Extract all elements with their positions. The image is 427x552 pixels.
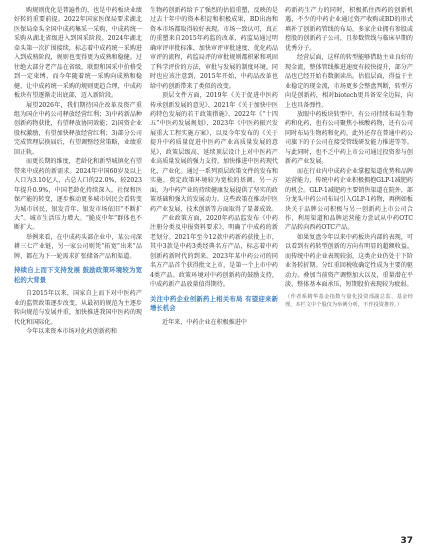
section-heading: 关注中药企业创新药上相关布局 有望迎来新增长机会 xyxy=(150,294,278,313)
author-note: （作者系精华基金指数与量化投资部副总监、基金经理，本栏文中个股仅为举例分析，不作投资推荐。） xyxy=(285,293,413,309)
section-heading: 持续自上而下支持发展 鼓励政策环境较为宽松的大背景 xyxy=(14,266,142,284)
paragraph: 药新药生产力的同时，积极抓住西药的创新机遇，不少的中药企业通过资产收购或BD的形式填补了创新药管线的布局，多家企业拥有参股或控股的创新药子公司，且参数管线与临床早期的优秀分子。 xyxy=(285,7,413,52)
paragraph: 产业政策方面，2020年药品监发布《中药注册分类及申报资料要求》，明确了中成药的新老划分。2021年至今12款中药新药获批上市，其中3款是中药3类经典名方产品，标志着中药创新药新时代的到来。2023年某中药公司的同名方产品首个获得批文上市，是第一个上市中药4类产品。政策环境对中药创新药的鼓励支持，中成药新产品放量值得期待。 xyxy=(150,214,278,289)
column-3 xyxy=(285,6,413,310)
paragraph: 顶层文件方面，2019年《关于促进中医药传承创新发展的意见》、2021年《关于加快中医药特色发展的若干政策措施》、2022年《“十四五”中医药发展规划》、2023年《中医药振兴发展重大工程实施方案》，以及今年发布的《关于提升中药质量促进中医药产业高质量发展的意见》，政策层级高，延续顶层设计上对中医药产业高质量发展的强力支持，加快推进中医药现代化、产业化。通过一系列顶层政策文件的发布和实施，奠定政策环境较为宽松的基调。另一方面，为中药产业的持续健康发展提供了坚实的政策基础和强大的发展动力。这些政策在推动中医药产业发展、技术创新等方面取得了显著成效。 xyxy=(150,92,278,213)
paragraph: 近年来，中药企业在积极推进中 xyxy=(162,318,247,326)
column-2 xyxy=(150,6,278,327)
paragraph: 展望2026年，我们期待国企改革及资产重组为国企中药公司释放经营红利；3)中药新品种创新药物获批，有望释放协同效能；2)国资企业股权激励，有望加快释放经营红利；3)部分公司完成管理层换届后，有望调整经营策略，业绩重回正轨。 xyxy=(14,101,142,156)
page-number: 37 xyxy=(400,536,413,546)
paragraph: 生物药创新药给予了强烈的估值重塑，反映的是过去十年中的资本积淀和积极成果，BD出海和资本市场都取得较好表现。市场一致认可，真正的重塑来自2015年药监的改革，药监局通过明确审评审批标准、加快审评审批速度、优化药品审评的流程，药监局评的审批规则都积累和巩固了科学评价的方法，审批与发展的制度环境。同时也应该注意到，2015年开始，中药品改革也给中药创新带来了类似的改变。 xyxy=(150,7,278,90)
paragraph: 举例来看，在中成药头部企业中，某公司深耕三七产业链，另一家公司则凭“拓宽”出来”品牌，都在为下一轮需求扩张储备产品和渠道。 xyxy=(14,233,142,260)
paragraph: 购规则优化是普遍性的，也是中药板块业绩好转的重要前提。2022年国家医保局要求湖北医保局牵头全国中成药集采一采购，中成药统一采购从湖北省级进入到国采阶段。2024年湖北牵头第一次扩围接续，标志着中成药统一采购进入到成熟阶段，规则也变得更为成熟和稳健。过往绝大部分老产品在省级、联盟和国采中价格受到一定束缚，而今年随着统一采购向成熟和稳健，让中成药统一采购的规则更趋合理，中成药板块有望逐渐走出底部，迈入新阶段。 xyxy=(14,7,142,100)
paragraph: 自2015年以来，国家自上而下对中医药产业的监管政策逐步改变，从最初的规范为主逐步转向规范与发展并重，加快推进我国中医药的现代化和国际化。 xyxy=(14,290,142,326)
paragraph: 经营层面，这样的转型能够借助主业良好的现金流，整体管线推进速度有较快提升，部分产品也已经开始有数据读出。估值层面，得益于主业稳定的现金流，市场更多会整盘判断，转型方向是创新药，相对biotech更具备安全边际，向上也具备弹性。 xyxy=(285,54,413,109)
paragraph: 今年以来资本市场对化药创新药和 xyxy=(26,328,118,336)
paragraph: 而在行业内中成药企业掌握渠道优势和品牌运营能力，传统中药企业积极拥抱GLP-1减肥药的机会。GLP-1减肥药主要销售渠道在院外，部分龙头中药公司布局引入GLP-1药物，再例如板块关于品牌公司积极与另一创新药上市公司合作，利用渠道和品牌运营能力尝试从中药OTC产品转向西药OTC产品。 xyxy=(285,167,413,232)
column-1 xyxy=(14,6,142,337)
paragraph: 放眼中药板块转型中，有公司持续布局生物药和化药，也有公司聚焦小核酸药物，还有公司同时布局生物药和化药，此外还存在普通中药公司旗下的子公司在接受管线研发能力推进等等。与此同时，也不乏中药上市公司通过投资参与创新药产业发展。 xyxy=(285,110,413,166)
paragraph: 如果复盘今年以来中药板块内部的表现，可以看到有药转型创新的方向有明显的超额收益。而传统中药企业表现较弱，这类企业仍处于下阶业务转折期。分红重回税收确定性成为主要的驱动力。叠加当前资产调整加大以及，重量潜在平淡，整体基本面承压，短期股价表现较为疲弱。 xyxy=(285,233,413,289)
paragraph: 而更长期的维度，老龄化和新型城镇化有望带来中成药的新需求。2024年中国60岁及以上人口为3.10亿人，占总人口的22.0%，较2023年提升0.9%，中国老龄化持续深入。社保和医保产能的转变，逐步推动更多城市居民会看转变为城市居民，银发青年、银发市场依旧“不断扩大”。城市生活压力增大。“脆皮中年”群体也不断扩大。 xyxy=(14,158,142,232)
